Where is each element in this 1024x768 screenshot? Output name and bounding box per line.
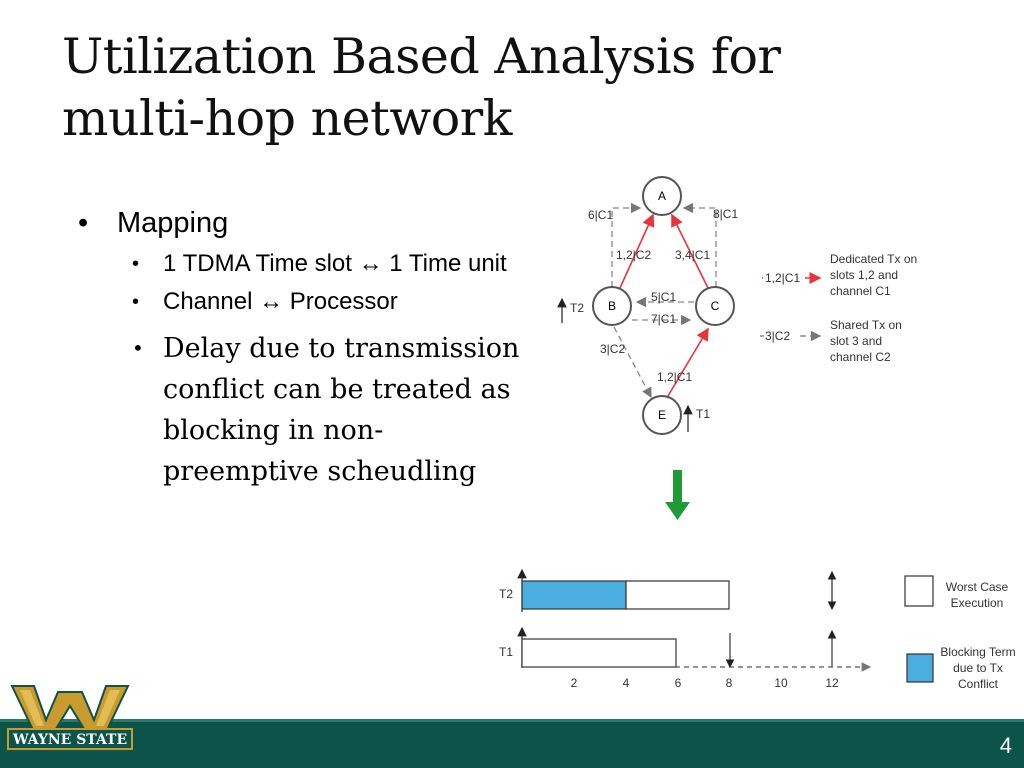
svg-text:Worst Case: Worst Case (945, 580, 1009, 594)
axis-ticks (571, 676, 839, 690)
t1-execution-bar (522, 639, 676, 667)
legend-blocking (907, 645, 1016, 691)
svg-text:Dedicated Tx on: Dedicated Tx on (830, 252, 918, 266)
t2-blocking-bar (522, 581, 626, 609)
green-down-arrow-icon (665, 470, 690, 520)
task-t1-label: T1 (696, 407, 711, 421)
task-t2-label: T2 (570, 301, 585, 315)
svg-text:E: E (657, 408, 667, 422)
label-ba: 1,2|C2 (616, 248, 652, 262)
legend-shared (760, 318, 902, 364)
label-be: 3|C2 (600, 342, 626, 356)
wayne-state-logo (6, 682, 134, 760)
bullet-time-slot: • 1 TDMA Time slot ↔ 1 Time unit (132, 248, 532, 280)
timeline-chart (499, 570, 1016, 691)
svg-text:Execution: Execution (950, 596, 1004, 610)
node-e (643, 396, 681, 434)
svg-text:1,2|C1: 1,2|C1 (765, 271, 801, 285)
svg-text:slot 3 and: slot 3 and (830, 334, 883, 348)
svg-text:Blocking Term: Blocking Term (940, 645, 1016, 659)
route-be (614, 327, 651, 397)
label-left-top: 6|C1 (588, 208, 614, 222)
svg-text:WAYNE STATE: WAYNE STATE (12, 732, 128, 748)
node-a (643, 177, 681, 215)
bullet-mapping: • Mapping (78, 204, 528, 242)
label-ce: 1,2|C1 (657, 370, 693, 384)
timeline-t2-label: T2 (499, 587, 514, 601)
tick-4: 4 (622, 676, 630, 690)
svg-text:slots 1,2 and: slots 1,2 and (830, 268, 899, 282)
label-ca: 3,4|C1 (675, 248, 711, 262)
label-right-top: 8|C1 (713, 207, 739, 221)
svg-text:A: A (657, 189, 667, 203)
node-b (593, 287, 631, 325)
edge-e-c (668, 329, 708, 396)
node-c (696, 287, 734, 325)
bullet-channel: • Channel ↔ Processor (132, 286, 528, 318)
tick-2: 2 (570, 676, 578, 690)
svg-text:channel C2: channel C2 (830, 350, 891, 364)
tick-12: 12 (825, 676, 839, 690)
legend-worst-case (905, 576, 1009, 610)
label-bc2: 7|C1 (651, 312, 677, 326)
bullet-delay: • Delay due to transmission conflict can be treated as blocking in non-preemptive scheudling (132, 328, 527, 492)
page-number: 4 (999, 733, 1012, 758)
label-bc1: 5|C1 (651, 290, 677, 304)
svg-text:Conflict: Conflict (957, 677, 999, 691)
legend-dedicated (762, 252, 917, 298)
tick-6: 6 (674, 676, 682, 690)
title-line-1: Utilization Based Analysis for (62, 28, 781, 85)
footer-bar (0, 719, 1024, 768)
timeline-t1-label: T1 (499, 645, 514, 659)
tick-8: 8 (725, 676, 733, 690)
svg-text:due to Tx: due to Tx (953, 661, 1003, 675)
t2-execution-bar (626, 581, 729, 609)
svg-text:Shared Tx on: Shared Tx on (830, 318, 902, 332)
svg-text:channel C1: channel C1 (830, 284, 891, 298)
svg-text:C: C (710, 299, 720, 313)
svg-text:3|C2: 3|C2 (765, 329, 791, 343)
red-edges (620, 215, 711, 396)
tick-10: 10 (774, 676, 788, 690)
title-line-2: multi-hop network (62, 90, 512, 147)
svg-text:B: B (607, 299, 617, 313)
